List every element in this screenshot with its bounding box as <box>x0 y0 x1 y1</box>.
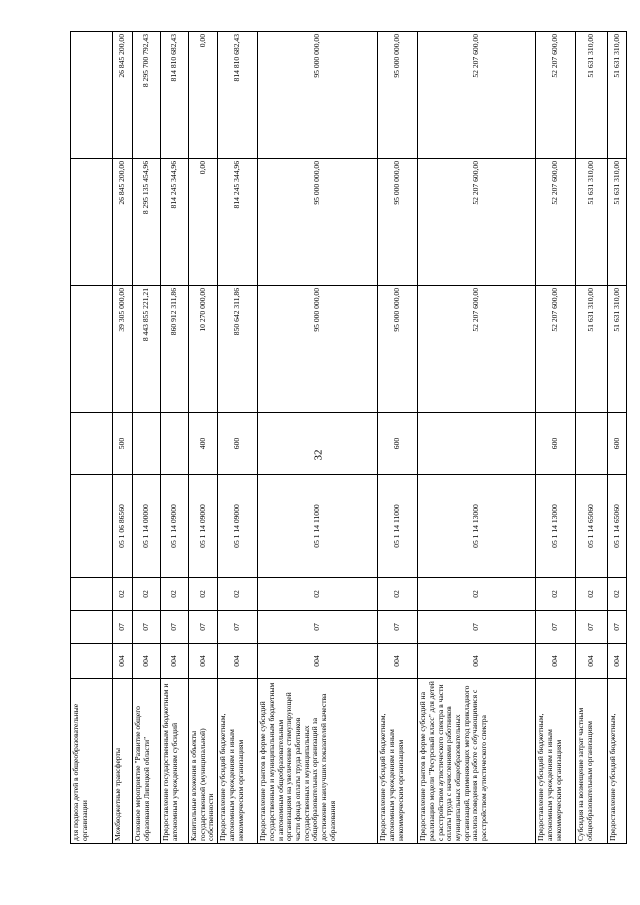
subsection-code-cell: 02 <box>576 578 608 611</box>
amount-year-3-cell: 814 810 682,43 <box>161 32 189 159</box>
amount-year-2-cell: 26 845 200,00 <box>113 159 133 286</box>
amount-year-1-cell: 51 631 310,00 <box>576 286 608 413</box>
target-article-cell: 05 1 14 13000 <box>536 475 576 578</box>
ved-code-cell: 004 <box>189 644 218 679</box>
amount-year-1-cell: 95 000 000,00 <box>378 286 418 413</box>
subsection-code-cell: 02 <box>133 578 161 611</box>
table-row <box>608 32 627 844</box>
amount-year-2-cell: 814 245 344,96 <box>218 159 258 286</box>
amount-year-2-cell: 52 207 600,00 <box>418 159 536 286</box>
row-name-cell: для подвоза детей в общеобразовательные организации <box>71 679 113 844</box>
subsection-code-cell: 02 <box>536 578 576 611</box>
expense-type-cell <box>133 413 161 475</box>
section-code-cell: 07 <box>378 611 418 644</box>
amount-year-2-cell: 8 295 135 454,96 <box>133 159 161 286</box>
row-name-cell: Предоставление грантов в форме субсидий государственным и муниципальным бюджетным и автономным общеобразовательным организациям на увеличение стимулирующей части фонда оплаты труда работников государственных и муниципальных общеобразовательных организаций за достижение наилучших показателей качества образования <box>258 679 378 844</box>
table-row <box>189 32 218 844</box>
row-name-cell: Предоставление субсидий бюджетным, автономным учреждениям и иным некоммерческим организациям <box>378 679 418 844</box>
expense-type-cell: 500 <box>113 413 133 475</box>
row-name-cell: Основное мероприятие "Развитие общего образования Липецкой области" <box>133 679 161 844</box>
amount-year-1-cell: 52 207 600,00 <box>536 286 576 413</box>
amount-year-2-cell: 0,00 <box>189 159 218 286</box>
amount-year-3-cell: 8 295 700 792,43 <box>133 32 161 159</box>
target-article-cell: 05 1 14 13000 <box>418 475 536 578</box>
expense-type-cell: 400 <box>189 413 218 475</box>
target-article-cell <box>71 475 113 578</box>
table-row <box>71 32 113 844</box>
ved-code-cell: 004 <box>576 644 608 679</box>
section-code-cell: 07 <box>189 611 218 644</box>
section-code-cell: 07 <box>536 611 576 644</box>
amount-year-1-cell: 850 642 311,86 <box>218 286 258 413</box>
section-code-cell: 07 <box>418 611 536 644</box>
amount-year-1-cell: 10 270 000,00 <box>189 286 218 413</box>
expense-type-cell <box>418 413 536 475</box>
expense-type-cell: 600 <box>536 413 576 475</box>
ved-code-cell: 004 <box>161 644 189 679</box>
ved-code-cell: 004 <box>378 644 418 679</box>
amount-year-1-cell: 860 912 311,86 <box>161 286 189 413</box>
table-row <box>576 32 608 844</box>
target-article-cell: 05 1 14 11000 <box>378 475 418 578</box>
subsection-code-cell: 02 <box>418 578 536 611</box>
subsection-code-cell: 02 <box>189 578 218 611</box>
target-article-cell: 05 1 14 11000 <box>258 475 378 578</box>
ved-code-cell: 004 <box>608 644 627 679</box>
section-code-cell <box>71 611 113 644</box>
expense-type-cell <box>71 413 113 475</box>
section-code-cell: 07 <box>576 611 608 644</box>
amount-year-3-cell: 26 845 200,00 <box>113 32 133 159</box>
table-body <box>71 32 627 844</box>
row-name-cell: Предоставление государственным бюджетным и автономным учреждениям субсидий <box>161 679 189 844</box>
amount-year-3-cell: 95 000 000,00 <box>378 32 418 159</box>
amount-year-2-cell: 51 631 310,00 <box>576 159 608 286</box>
subsection-code-cell: 02 <box>378 578 418 611</box>
table-row <box>378 32 418 844</box>
ved-code-cell: 004 <box>113 644 133 679</box>
table-row <box>418 32 536 844</box>
row-name-cell: Предоставление грантов в форме субсидий на реализацию модели "Ресурсный класс" для детей с расстройством аутистического спектра в части оплаты труда с начислениями работников муниципальных общеобразовательных организаций, применяющих метод прикладного анализа поведения в работе с обучающимися с расстройством аутистического спектра <box>418 679 536 844</box>
rotated-table-frame <box>70 32 621 844</box>
expense-type-cell: 600 <box>608 413 627 475</box>
row-name-cell: Предоставление субсидий бюджетным, автономным учреждениям и иным некоммерческим организациям <box>536 679 576 844</box>
subsection-code-cell <box>71 578 113 611</box>
section-code-cell: 07 <box>133 611 161 644</box>
table-row <box>133 32 161 844</box>
ved-code-cell: 004 <box>536 644 576 679</box>
amount-year-2-cell: 95 000 000,00 <box>378 159 418 286</box>
amount-year-3-cell: 0,00 <box>189 32 218 159</box>
expense-type-cell <box>576 413 608 475</box>
row-name-cell: Капитальные вложения в объекты государственной (муниципальной) собственности <box>189 679 218 844</box>
amount-year-3-cell: 51 631 310,00 <box>576 32 608 159</box>
target-article-cell: 05 1 14 00000 <box>133 475 161 578</box>
section-code-cell: 07 <box>161 611 189 644</box>
section-code-cell: 07 <box>258 611 378 644</box>
amount-year-1-cell: 52 207 600,00 <box>418 286 536 413</box>
ved-code-cell: 004 <box>258 644 378 679</box>
target-article-cell: 05 1 14 09000 <box>218 475 258 578</box>
ved-code-cell: 004 <box>133 644 161 679</box>
row-name-cell: Предоставление субсидий бюджетным, <box>608 679 627 844</box>
amount-year-2-cell: 52 207 600,00 <box>536 159 576 286</box>
page-number: 32 <box>312 449 325 461</box>
amount-year-3-cell: 52 207 600,00 <box>418 32 536 159</box>
expense-type-cell: 600 <box>218 413 258 475</box>
target-article-cell: 05 1 14 09000 <box>189 475 218 578</box>
section-code-cell: 07 <box>218 611 258 644</box>
row-name-cell: Предоставление субсидий бюджетным, автономным учреждениям и иным некоммерческим организациям <box>218 679 258 844</box>
target-article-cell: 05 1 14 65060 <box>608 475 627 578</box>
amount-year-2-cell: 814 245 344,96 <box>161 159 189 286</box>
target-article-cell: 05 1 06 86560 <box>113 475 133 578</box>
target-article-cell: 05 1 14 09000 <box>161 475 189 578</box>
amount-year-2-cell: 51 631 310,00 <box>608 159 627 286</box>
row-name-cell: Субсидия на возмещение затрат частным общеобразовательным организациям <box>576 679 608 844</box>
row-name-cell: Межбюджетные трансферты <box>113 679 133 844</box>
amount-year-1-cell <box>71 286 113 413</box>
amount-year-2-cell <box>71 159 113 286</box>
amount-year-3-cell: 52 207 600,00 <box>536 32 576 159</box>
expense-type-cell <box>258 413 378 475</box>
amount-year-1-cell: 8 443 855 221,21 <box>133 286 161 413</box>
subsection-code-cell: 02 <box>258 578 378 611</box>
subsection-code-cell: 02 <box>113 578 133 611</box>
table-row <box>113 32 133 844</box>
subsection-code-cell: 02 <box>608 578 627 611</box>
table-row <box>536 32 576 844</box>
budget-table <box>70 31 627 844</box>
expense-type-cell: 600 <box>378 413 418 475</box>
section-code-cell: 07 <box>113 611 133 644</box>
table-row <box>161 32 189 844</box>
amount-year-1-cell: 39 305 000,00 <box>113 286 133 413</box>
ved-code-cell: 004 <box>218 644 258 679</box>
target-article-cell: 05 1 14 65060 <box>576 475 608 578</box>
amount-year-1-cell: 95 000 000,00 <box>258 286 378 413</box>
amount-year-1-cell: 51 631 310,00 <box>608 286 627 413</box>
subsection-code-cell: 02 <box>218 578 258 611</box>
amount-year-3-cell: 814 810 682,43 <box>218 32 258 159</box>
amount-year-3-cell: 51 631 310,00 <box>608 32 627 159</box>
ved-code-cell <box>71 644 113 679</box>
amount-year-3-cell: 95 000 000,00 <box>258 32 378 159</box>
section-code-cell: 07 <box>608 611 627 644</box>
amount-year-2-cell: 95 000 000,00 <box>258 159 378 286</box>
amount-year-3-cell <box>71 32 113 159</box>
table-row <box>218 32 258 844</box>
table-row <box>258 32 378 844</box>
subsection-code-cell: 02 <box>161 578 189 611</box>
expense-type-cell <box>161 413 189 475</box>
ved-code-cell: 004 <box>418 644 536 679</box>
